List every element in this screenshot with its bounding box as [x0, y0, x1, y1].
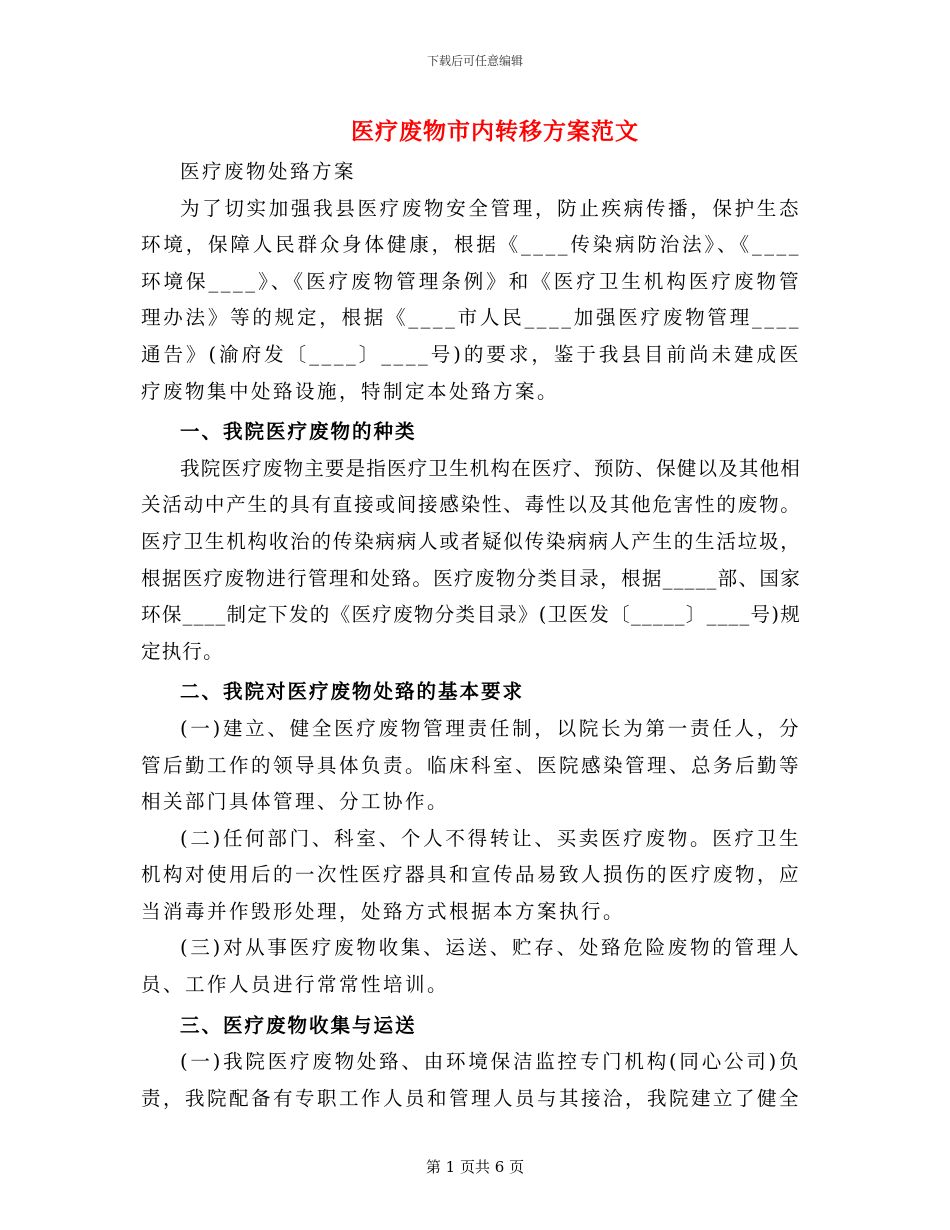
paragraph-intro: 为了切实加强我县医疗废物安全管理，防止疾病传播，保护生态环境，保障人民群众身体健康，根据《____传染病防治法》、《____环境保____》、《医疗废物管理条例》和《医疗卫生机构医疗废物管理办法》等的规定，根据《____市人民____加强医疗废物管理____通告》(渝府发〔____〕____号)的要求，鉴于我县目前尚未建成医疗废物集中处臵设施，特制定本处臵方案。: [141, 196, 801, 403]
section-heading-1: 一、我院医疗废物的种类: [180, 420, 417, 444]
section-heading-2: 二、我院对医疗废物处臵的基本要求: [180, 680, 525, 704]
paragraph-section-1: 我院医疗废物主要是指医疗卫生机构在医疗、预防、保健以及其他相关活动中产生的具有直接或间接感染性、毒性以及其他危害性的废物。医疗卫生机构收治的传染病病人或者疑似传染病病人产生的生活垃圾，根据医疗废物进行管理和处臵。医疗废物分类目录，根据_____部、国家环保____制定下发的《医疗废物分类目录》(卫医发〔_____〕____号)规定执行。: [141, 456, 802, 663]
paragraph-requirement-3: (三)对从事医疗废物收集、运送、贮存、处臵危险废物的管理人员、工作人员进行常常性培训。: [141, 936, 801, 997]
page-footer: 第 1 页共 6 页: [425, 1158, 525, 1176]
paragraph-requirement-2: (二)任何部门、科室、个人不得转让、买卖医疗废物。医疗卫生机构对使用后的一次性医疗器具和宣传品易致人损伤的医疗废物，应当消毒并作毁形处理，处臵方式根据本方案执行。: [141, 826, 802, 923]
paragraph-collection-1: (一)我院医疗废物处臵、由环境保洁监控专门机构(同心公司)负责，我院配备有专职工作人员和管理人员与其接洽，我院建立了健全: [141, 1050, 802, 1110]
document-body: [141, 154, 801, 1117]
paragraph-subtitle: 医疗废物处臵方案: [180, 160, 357, 183]
document-title: 医疗废物市内转移方案范文: [351, 118, 639, 145]
paragraph-requirement-1: (一)建立、健全医疗废物管理责任制，以院长为第一责任人，分管后勤工作的领导具体负责。临床科室、医院感染管理、总务后勤等相关部门具体管理、分工协作。: [141, 716, 802, 814]
section-heading-3: 三、医疗废物收集与运送: [180, 1013, 417, 1037]
header-note: 下载后可任意编辑: [426, 54, 523, 68]
